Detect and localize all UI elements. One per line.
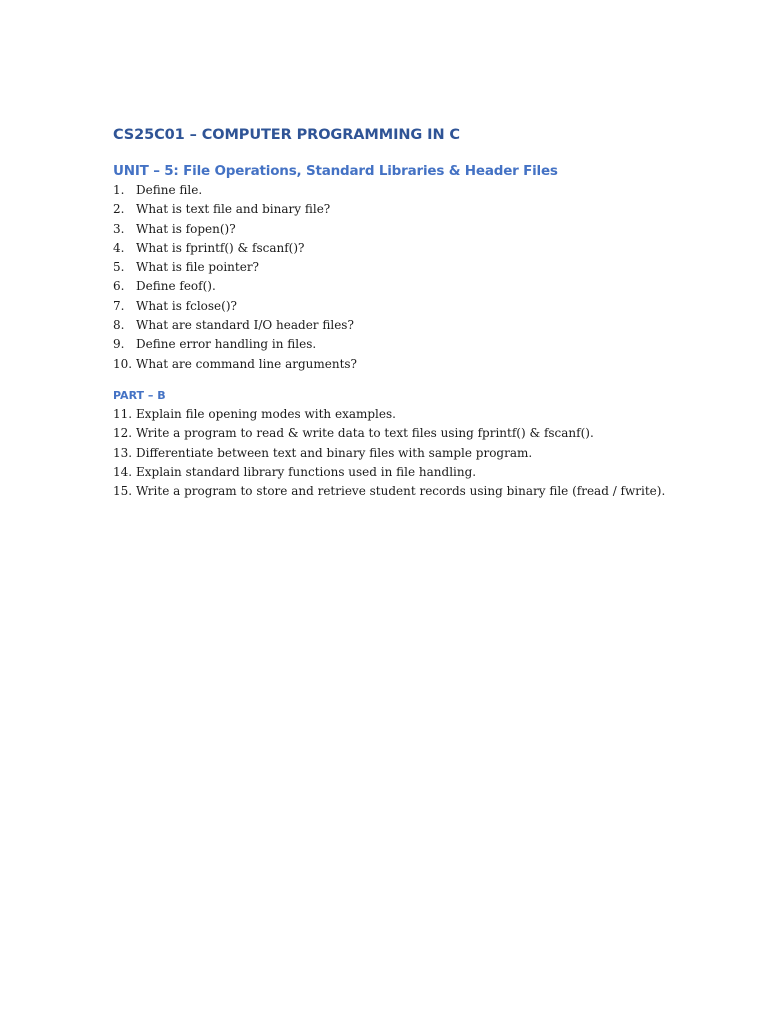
question-number: 9.	[113, 337, 125, 352]
question-number: 6.	[113, 279, 125, 294]
question-number: 7.	[113, 298, 125, 313]
question-item	[113, 424, 733, 443]
question-item	[113, 277, 733, 296]
question-number: 4.	[113, 240, 125, 255]
question-item	[113, 355, 733, 374]
question-text: What is fprintf() & fscanf()?	[136, 240, 305, 255]
question-text: Define file.	[136, 183, 203, 197]
question-text: Define error handling in files.	[136, 337, 317, 352]
question-item	[113, 405, 733, 424]
question-item	[113, 482, 733, 501]
question-item	[113, 181, 733, 200]
question-number: 10.	[113, 356, 133, 371]
question-text: Define feof().	[136, 279, 216, 294]
question-text: Write a program to read & write data to text files using fprintf() & fscanf().	[136, 426, 594, 441]
part-b-question-list	[113, 405, 733, 501]
question-text: What is fclose()?	[136, 298, 237, 313]
question-text: What are standard I/O header files?	[136, 318, 354, 333]
question-text: What are command line arguments?	[136, 356, 357, 371]
question-number: 3.	[113, 221, 125, 236]
question-item	[113, 316, 733, 335]
question-item	[113, 239, 733, 258]
question-number: 14.	[113, 464, 133, 479]
question-item	[113, 220, 733, 239]
part-a-question-list	[113, 181, 733, 374]
question-number: 1.	[113, 183, 125, 197]
question-number: 11.	[113, 406, 133, 421]
question-number: 2.	[113, 202, 125, 217]
question-text: Differentiate between text and binary files with sample program.	[136, 445, 533, 460]
question-text: Write a program to store and retrieve student records using binary file (fread / fwrite).	[136, 484, 666, 499]
unit-heading: UNIT – 5: File Operations, Standard Libraries & Header Files	[113, 163, 558, 179]
question-text: What is file pointer?	[136, 260, 259, 275]
question-text: Explain standard library functions used in file handling.	[136, 464, 477, 479]
question-item	[113, 258, 733, 277]
question-text: What is fopen()?	[136, 221, 236, 236]
part-b-heading: PART – B	[113, 388, 166, 402]
question-number: 13.	[113, 445, 133, 460]
question-item	[113, 335, 733, 354]
question-text: What is text file and binary file?	[136, 202, 331, 217]
question-item	[113, 463, 733, 482]
question-number: 8.	[113, 318, 125, 333]
document-title: CS25C01 – COMPUTER PROGRAMMING IN C	[113, 127, 460, 143]
question-number: 12.	[113, 426, 133, 441]
question-text: Explain file opening modes with examples.	[136, 406, 396, 421]
question-number: 15.	[113, 484, 133, 499]
question-number: 5.	[113, 260, 125, 275]
question-item	[113, 444, 733, 463]
question-item	[113, 297, 733, 316]
question-item	[113, 200, 733, 219]
document-content	[113, 124, 733, 501]
